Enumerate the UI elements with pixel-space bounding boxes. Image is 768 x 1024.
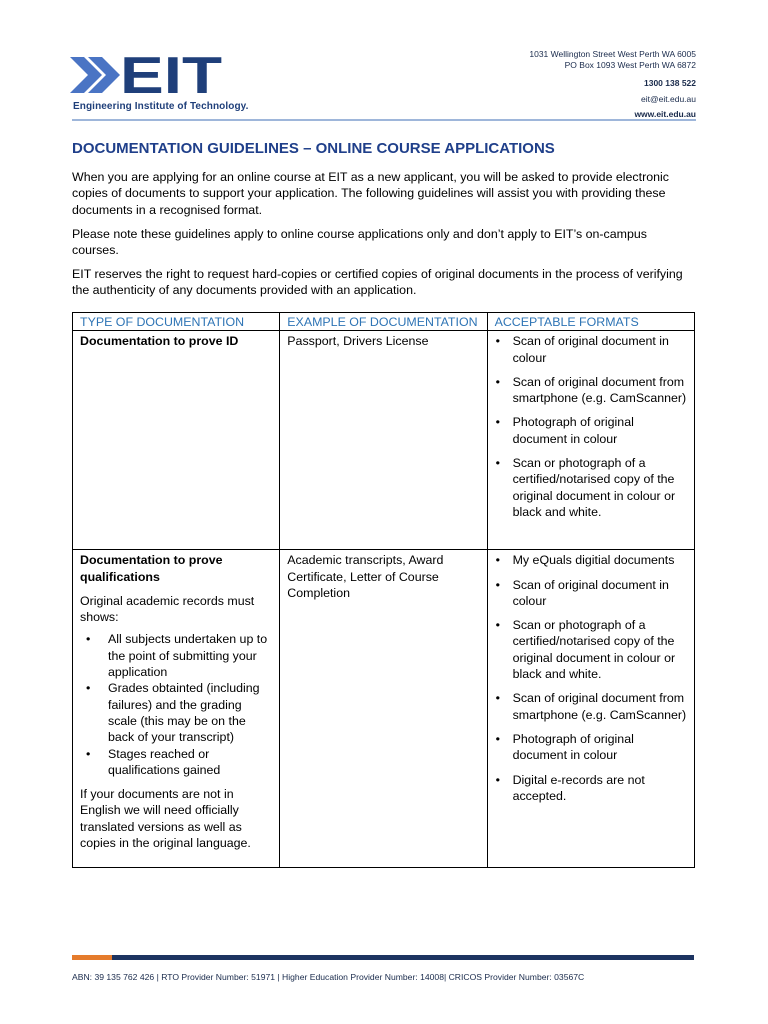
records-intro: Original academic records must shows:: [80, 593, 255, 625]
rights-paragraph: EIT reserves the right to request hard-copies or certified copies of original documents in the process of verifying the authenticity of any documents provided with an application.: [72, 267, 683, 298]
column-header-example: EXAMPLE OF DOCUMENTATION: [280, 313, 487, 331]
email-link[interactable]: eit@eit.edu.au: [641, 93, 696, 104]
example-cell: Academic transcripts, Award Certificate, Letter of Course Completion: [280, 550, 487, 868]
list-item: • Scan of original document from smartphone (e.g. CamScanner): [513, 374, 687, 407]
list-item: • All subjects undertaken up to the point of submitting your application: [108, 631, 272, 680]
type-text: Documentation to prove qualifications: [80, 553, 223, 584]
address-line-2: PO Box 1093 West Perth WA 6872: [564, 59, 696, 70]
type-text: Documentation to prove ID: [80, 334, 239, 349]
list-item: • Scan or photograph of a certified/notarised copy of the original document in colour or black and white.: [513, 617, 687, 682]
formats-list: [495, 333, 687, 520]
intro-paragraph: When you are applying for an online course at EIT as a new applicant, you will be asked to provide electronic copies of documents to support your application. The following guidelines will assist you with providing these documents in a recognised format.: [72, 170, 669, 217]
footer-bar: [112, 955, 694, 960]
translation-note: If your documents are not in English we will need officially translated versions as well as copies in the original language.: [80, 787, 251, 851]
formats-list: [495, 552, 687, 804]
list-item: • Scan of original document in colour: [513, 577, 687, 610]
list-item: • Grades obtainted (including failures) and the grading scale (this may be on the back of your transcript): [108, 680, 272, 745]
list-item: • Digital e-records are not accepted.: [513, 772, 687, 805]
table-row: [73, 550, 695, 868]
column-header-type: TYPE OF DOCUMENTATION: [73, 313, 280, 331]
footer-registration-text: ABN: 39 135 762 426 | RTO Provider Number: 51971 | Higher Education Provider Number: 14008| CRICOS Provider Number: 03567C: [72, 972, 585, 982]
contact-block: [529, 49, 696, 120]
table-header-row: [73, 313, 695, 331]
website-link[interactable]: www.eit.edu.au: [634, 109, 696, 119]
records-list: [80, 631, 272, 778]
formats-cell: [487, 550, 694, 868]
table-row: [73, 331, 695, 550]
chevron-icon: [70, 57, 120, 93]
footer-accent-bar: [72, 955, 112, 960]
list-item: • My eQuals digitial documents: [513, 552, 687, 568]
list-item: • Stages reached or qualifications gained: [108, 746, 272, 779]
example-cell: Passport, Drivers License: [280, 331, 487, 550]
formats-cell: [487, 331, 694, 550]
list-item: • Photograph of original document in colour: [513, 731, 687, 764]
documentation-table: [72, 312, 695, 868]
list-item: • Scan of original document from smartphone (e.g. CamScanner): [513, 690, 687, 723]
logo-text: EIT: [120, 47, 223, 105]
logo-subtitle: Engineering Institute of Technology.: [73, 101, 249, 112]
list-item: • Scan of original document in colour: [513, 333, 687, 366]
address-line-1: 1031 Wellington Street West Perth WA 6005: [529, 49, 696, 59]
list-item: • Photograph of original document in colour: [513, 414, 687, 447]
header-divider: [72, 119, 696, 121]
document-title: DOCUMENTATION GUIDELINES – ONLINE COURSE APPLICATIONS: [72, 140, 555, 157]
column-header-formats: ACCEPTABLE FORMATS: [487, 313, 694, 331]
type-cell: [73, 331, 280, 550]
list-item: • Scan or photograph of a certified/notarised copy of the original document in colour or black and white.: [513, 455, 687, 520]
phone-number: 1300 138 522: [644, 78, 696, 88]
note-paragraph: Please note these guidelines apply to online course applications only and don’t apply to EIT’s on-campus courses.: [72, 227, 647, 258]
type-cell: [73, 550, 280, 868]
